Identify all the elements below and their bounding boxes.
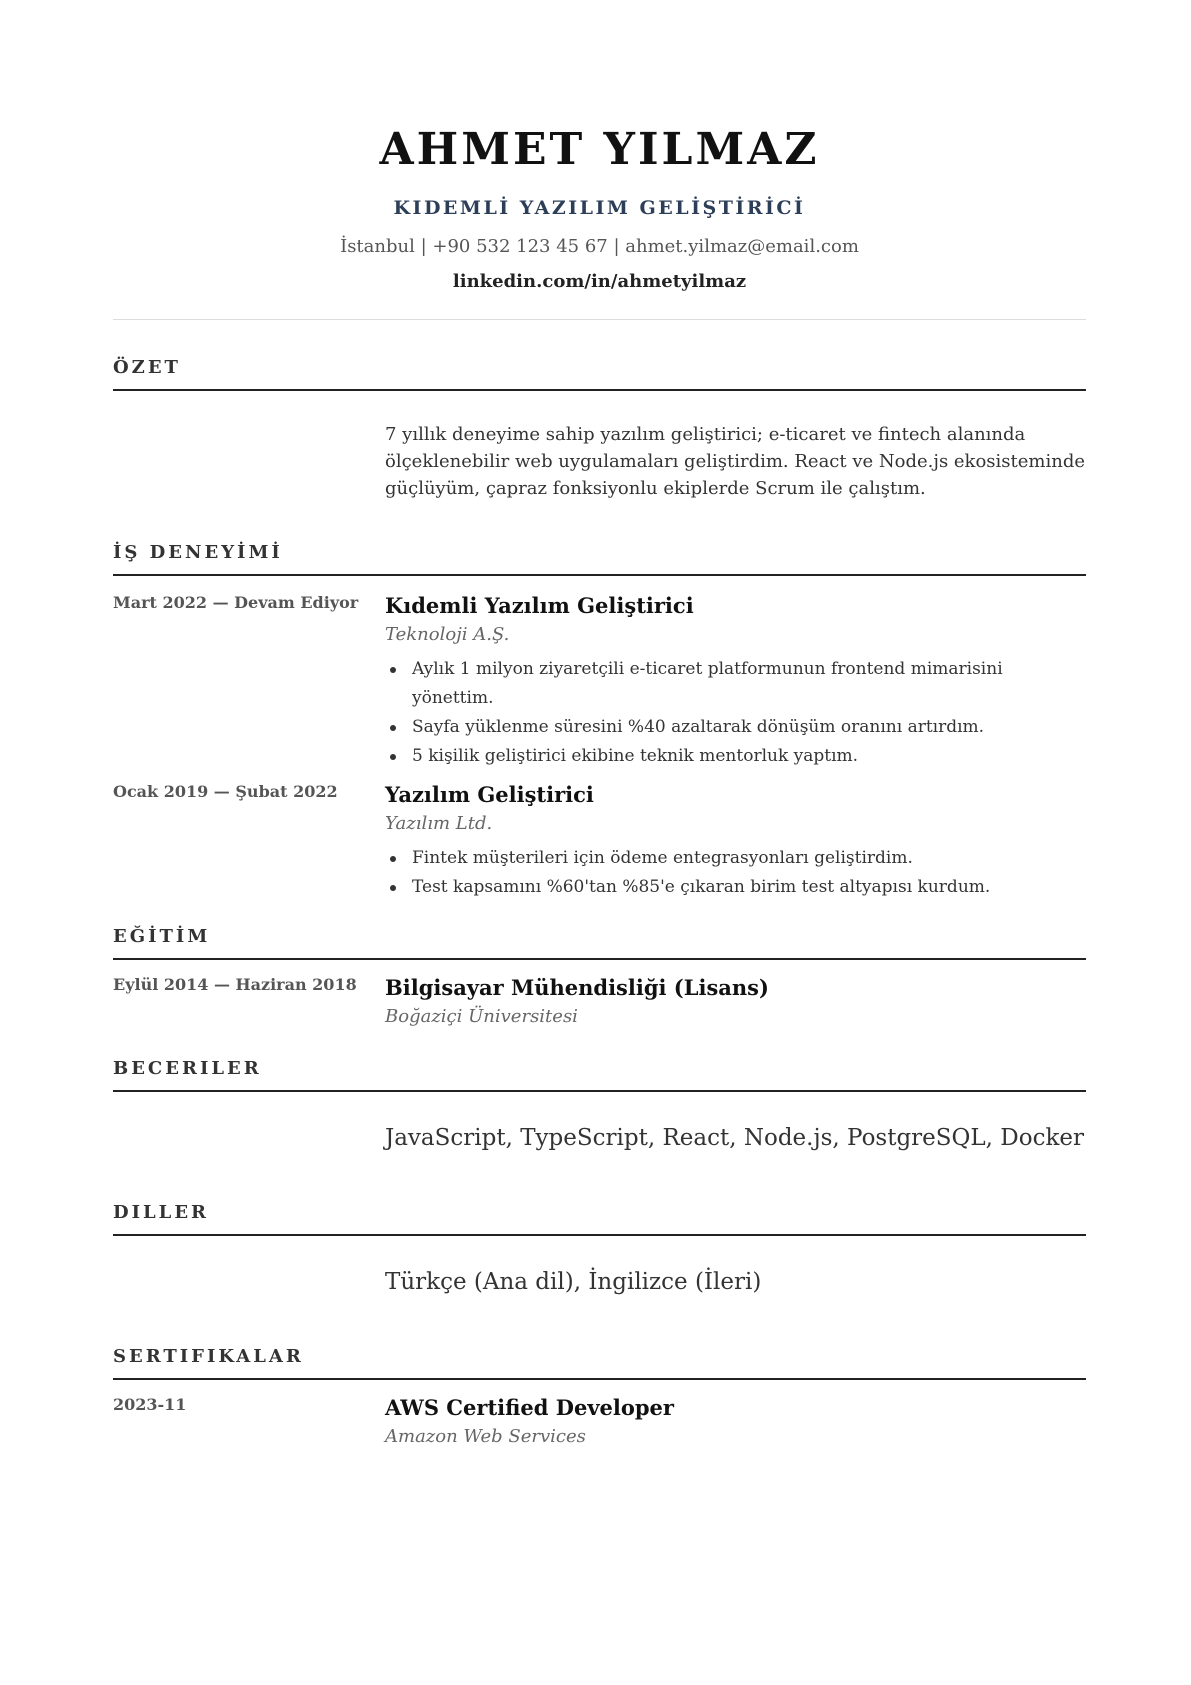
section-title-education: EĞİTİM — [113, 924, 1086, 960]
summary-row — [113, 421, 1086, 502]
linkedin-link[interactable]: linkedin.com/in/ahmetyilmaz — [452, 271, 747, 292]
education-date: Eylül 2014 — Haziran 2018 — [113, 975, 357, 994]
bullet-icon — [390, 885, 396, 891]
certification-name: AWS Certified Developer — [385, 1395, 674, 1420]
summary-section — [113, 355, 1086, 502]
experience-entry — [113, 592, 1086, 771]
bullet-item: Aylık 1 milyon ziyaretçili e-ticaret platformunun frontend mimarisini yönettim. — [385, 655, 1086, 713]
experience-bullets — [385, 655, 1086, 771]
summary-text: 7 yıllık deneyime sahip yazılım geliştirici; e-ticaret ve fintech alanında ölçeklenebilir web uygulamaları geliştirdim. React ve Node.js ekosisteminde güçlüyüm, çapraz fonksiyonlu ekiplerde Scrum ile çalıştım. — [385, 424, 1086, 499]
section-title-skills: BECERILER — [113, 1056, 1086, 1092]
bullet-icon — [390, 754, 396, 760]
skills-row — [113, 1122, 1086, 1154]
experience-company: Yazılım Ltd. — [385, 813, 493, 834]
resume-header — [113, 0, 1086, 320]
education-degree: Bilgisayar Mühendisliği (Lisans) — [385, 975, 769, 1000]
education-school: Boğaziçi Üniversitesi — [385, 1006, 578, 1027]
section-title-experience: İŞ DENEYİMİ — [113, 540, 1086, 576]
skills-list: JavaScript, TypeScript, React, Node.js, PostgreSQL, Docker — [385, 1125, 1085, 1151]
section-title-certifications: SERTIFIKALAR — [113, 1344, 1086, 1380]
experience-entry — [113, 781, 1086, 902]
education-section — [113, 924, 1086, 1030]
experience-bullets — [385, 844, 1086, 902]
bullet-icon — [390, 667, 396, 673]
bullet-item: Fintek müşterileri için ödeme entegrasyonları geliştirdim. — [385, 844, 1086, 873]
certification-date: 2023-11 — [113, 1395, 187, 1414]
education-entry — [113, 974, 1086, 1030]
certification-entry — [113, 1394, 1086, 1450]
experience-section — [113, 540, 1086, 902]
certifications-section — [113, 1344, 1086, 1450]
skills-section — [113, 1056, 1086, 1154]
bullet-item: 5 kişilik geliştirici ekibine teknik mentorluk yaptım. — [385, 742, 1086, 771]
languages-list: Türkçe (Ana dil), İngilizce (İleri) — [385, 1269, 762, 1295]
section-title-summary: ÖZET — [113, 355, 1086, 391]
person-name: AHMET YILMAZ — [379, 124, 820, 175]
bullet-icon — [390, 725, 396, 731]
resume-content — [113, 0, 1086, 1450]
job-title: KIDEMLİ YAZILIM GELİŞTİRİCİ — [393, 197, 806, 219]
contact-info: İstanbul | +90 532 123 45 67 | ahmet.yilmaz@email.com — [340, 236, 859, 257]
header-divider — [113, 319, 1086, 320]
languages-section — [113, 1200, 1086, 1298]
bullet-item: Sayfa yüklenme süresini %40 azaltarak dönüşüm oranını artırdım. — [385, 713, 1086, 742]
experience-date: Mart 2022 — Devam Ediyor — [113, 593, 359, 612]
experience-role: Kıdemli Yazılım Geliştirici — [385, 593, 694, 618]
experience-role: Yazılım Geliştirici — [385, 782, 594, 807]
experience-company: Teknoloji A.Ş. — [385, 624, 510, 645]
experience-date: Ocak 2019 — Şubat 2022 — [113, 782, 338, 801]
languages-row — [113, 1266, 1086, 1298]
bullet-item: Test kapsamını %60'tan %85'e çıkaran birim test altyapısı kurdum. — [385, 873, 1086, 902]
section-title-languages: DILLER — [113, 1200, 1086, 1236]
certification-issuer: Amazon Web Services — [385, 1426, 586, 1447]
bullet-icon — [390, 856, 396, 862]
